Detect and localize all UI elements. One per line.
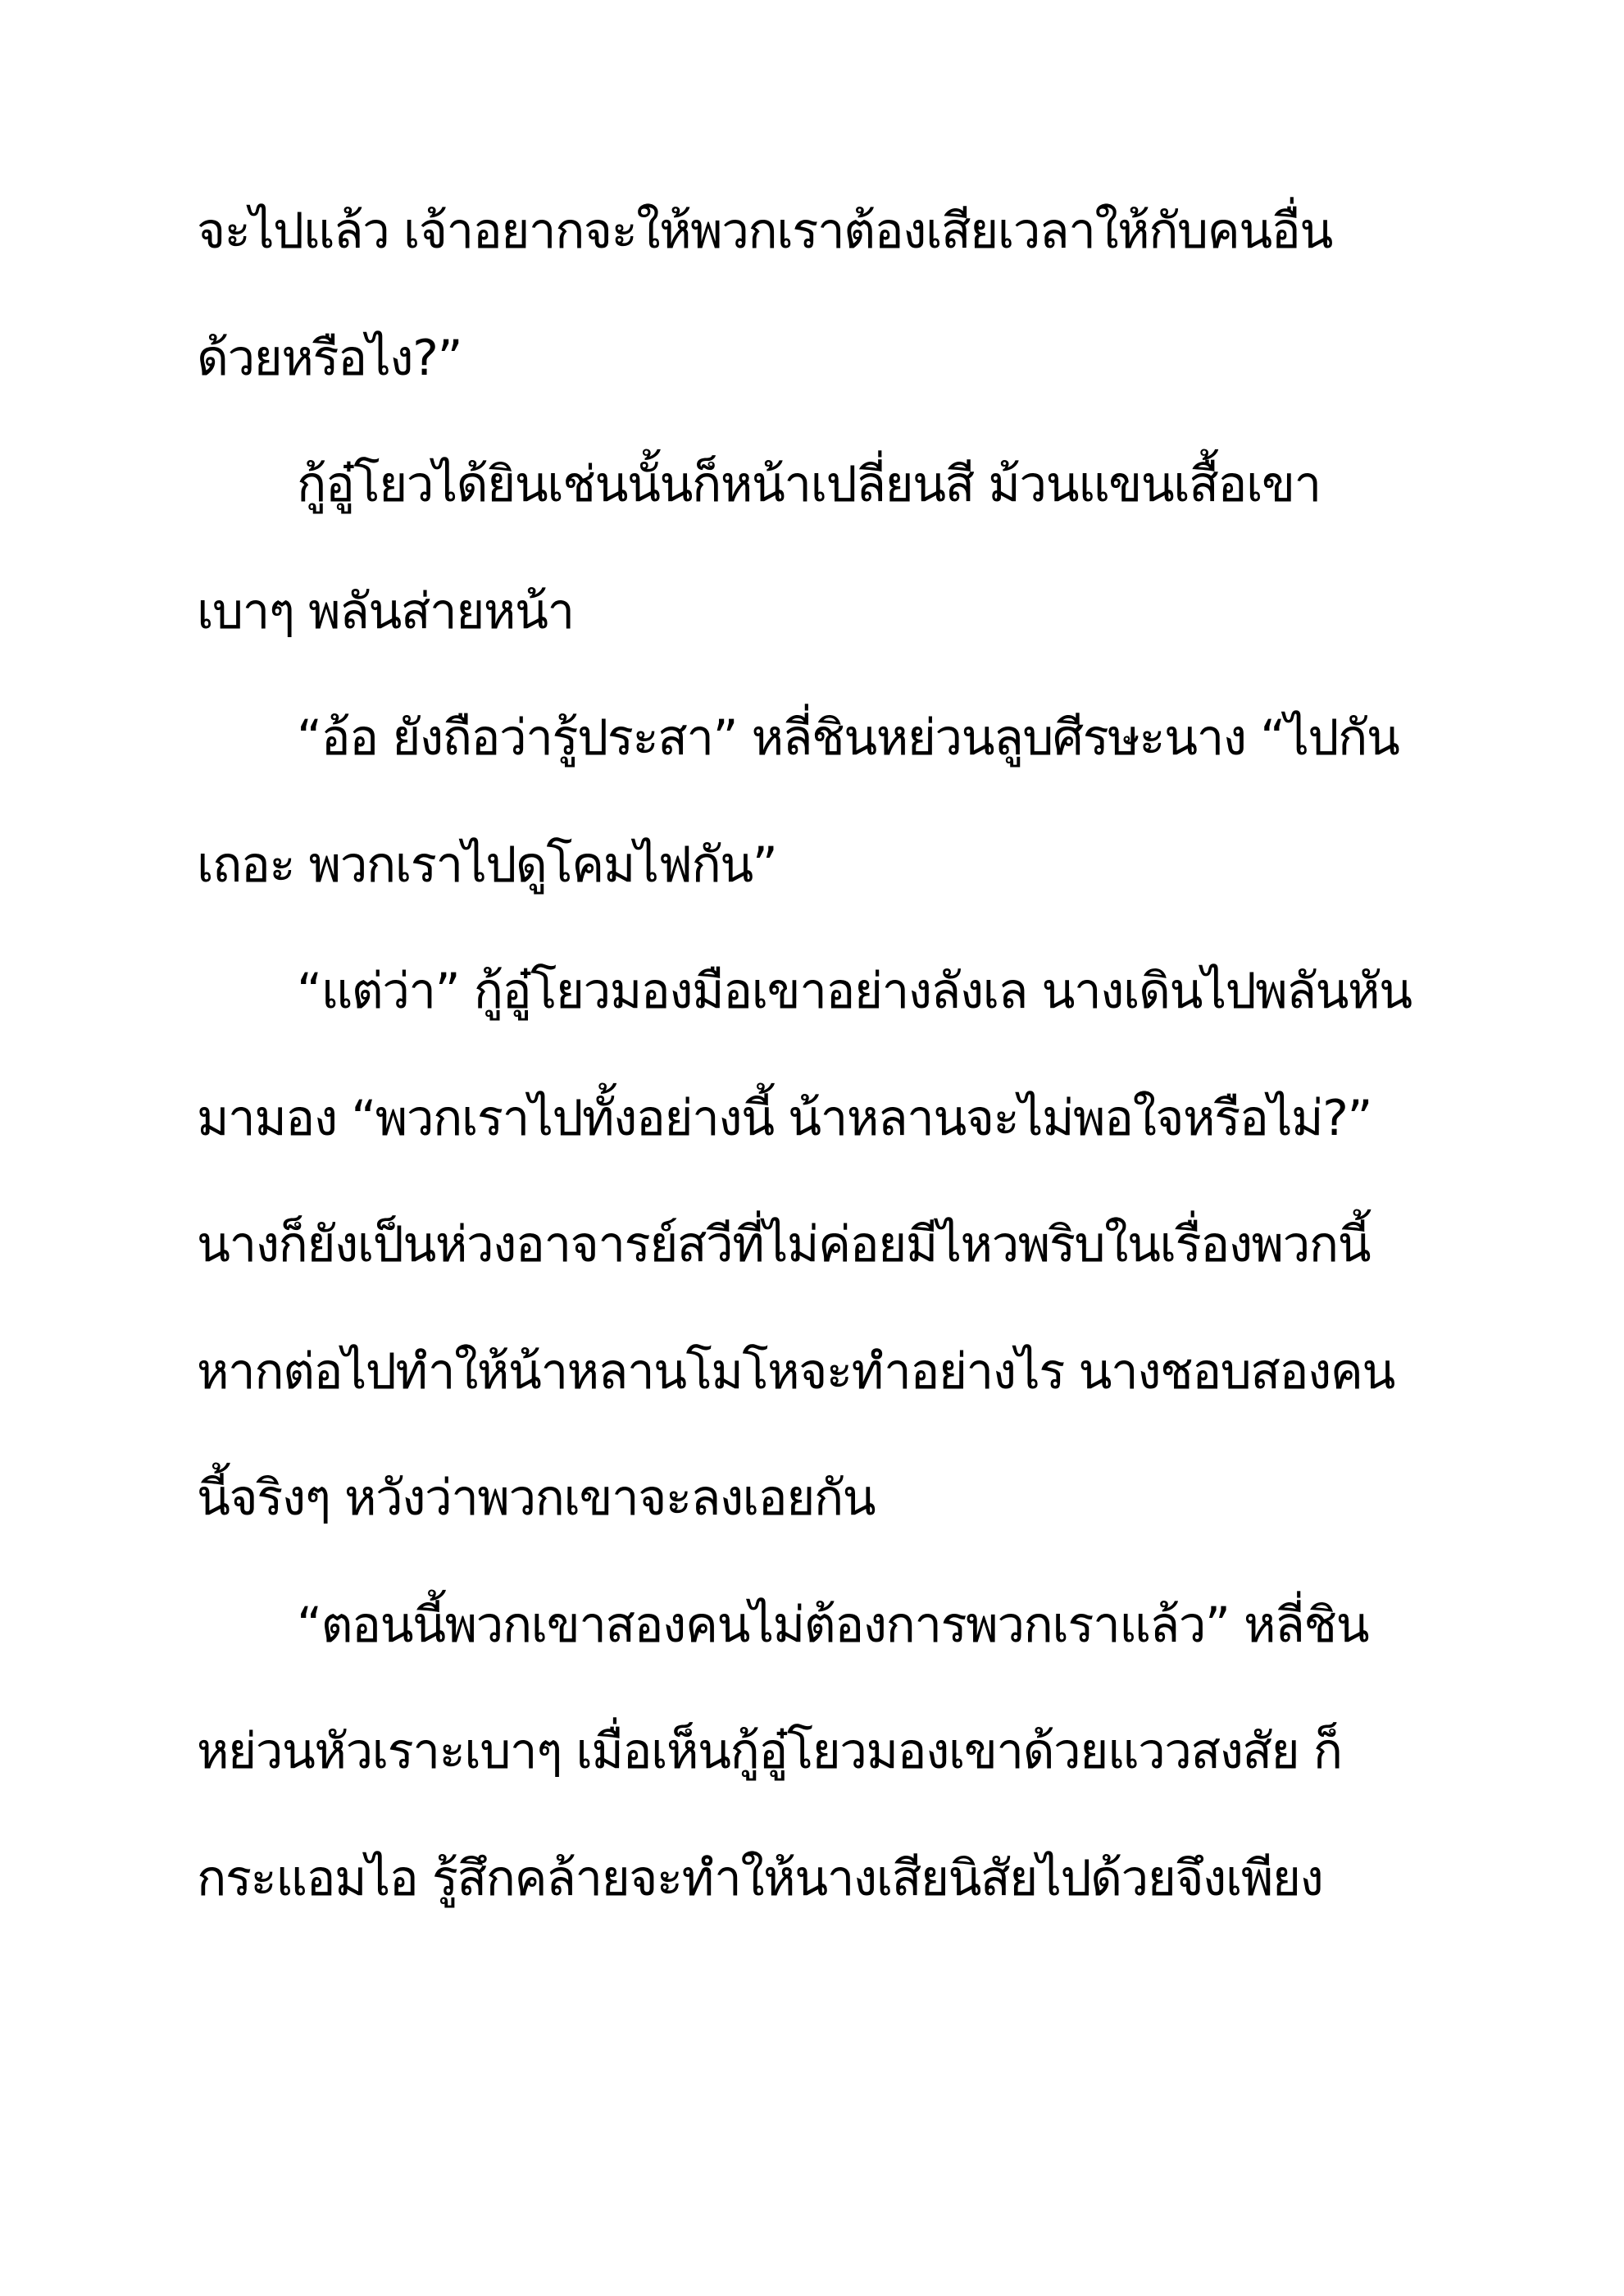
text-line: “แต่ว่า” กู้อู๋โยวมองมือเขาอย่างลังเล นางเดินไปพลันหัน	[297, 963, 1412, 1020]
text-line: จะไปแล้ว เจ้าอยากจะให้พวกเราต้องเสียเวลาให้กับคนอื่น	[197, 203, 1332, 260]
body-text	[197, 203, 1476, 1980]
text-line: กระแอมไอ รู้สึกคล้ายจะทำให้นางเสียนิสัยไปด้วยจึงเพียง	[197, 1849, 1323, 1907]
text-line: “อ้อ ยังถือว่ารู้ประสา” หลี่ชินหย่วนลูบศีรษะนาง “ไปกัน	[297, 709, 1399, 767]
text-line: นางก็ยังเป็นห่วงอาจารย์สวีที่ไม่ค่อยมีไหวพริบในเรื่องพวกนี้	[197, 1216, 1371, 1273]
text-line: ด้วยหรือไง?”	[197, 329, 462, 387]
text-line: เถอะ พวกเราไปดูโคมไฟกัน”	[197, 836, 777, 894]
text-line: หย่วนหัวเราะเบาๆ เมื่อเห็นกู้อู๋โยวมองเขาด้วยแววสงสัย ก็	[197, 1723, 1342, 1780]
text-line: นี้จริงๆ หวังว่าพวกเขาจะลงเอยกัน	[197, 1469, 876, 1527]
text-line: หากต่อไปทำให้น้าหลานโมโหจะทำอย่างไร นางชอบสองคน	[197, 1342, 1394, 1401]
text-line: มามอง “พวกเราไปทั้งอย่างนี้ น้าหลานจะไม่พอใจหรือไม่?”	[197, 1089, 1372, 1147]
text-line: “ตอนนี้พวกเขาสองคนไม่ต้องการพวกเราแล้ว” หลี่ชิน	[297, 1596, 1369, 1654]
text-line: เบาๆ พลันส่ายหน้า	[197, 582, 574, 640]
text-line: กู้อู๋โยวได้ยินเช่นนั้นก็หน้าเปลี่ยนสี ม้วนแขนเสื้อเขา	[297, 456, 1321, 513]
